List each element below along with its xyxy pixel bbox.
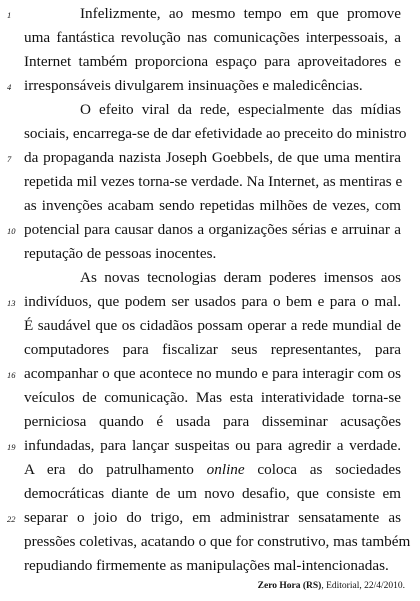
text-segment: computadores para fiscalizar seus representantes, para xyxy=(24,341,401,358)
text-line xyxy=(24,2,401,26)
text-segment: acompanhar o que acontece no mundo e para interagir com os xyxy=(24,365,401,382)
text-segment: repudiando firmemente as manipulações mal-intencionadas. xyxy=(24,557,389,574)
text-line xyxy=(24,338,401,362)
text-segment: Infelizmente, ao mesmo tempo em que promove xyxy=(80,5,401,22)
text-line xyxy=(24,218,401,242)
text-line xyxy=(24,362,401,386)
text-line xyxy=(24,266,401,290)
source-publication: Zero Hora (RS) xyxy=(257,581,322,591)
text-segment: irresponsáveis divulgarem insinuações e maledicências. xyxy=(24,77,363,94)
text-line xyxy=(24,458,401,482)
text-line xyxy=(24,98,401,122)
source-citation xyxy=(258,579,405,593)
line-number: 7 xyxy=(7,154,12,164)
line-number: 4 xyxy=(7,82,12,92)
text-line xyxy=(24,170,401,194)
line-number: 1 xyxy=(7,10,12,20)
text-segment: O efeito viral da rede, especialmente das mídias xyxy=(80,101,401,118)
text-segment: as invenções acabam sendo repetidas milhões de vezes, com xyxy=(24,197,401,214)
text-line xyxy=(24,314,401,338)
text-segment: democráticas diante de um novo desafio, que consiste em xyxy=(24,485,401,502)
text-segment: É saudável que os cidadãos possam operar a rede mundial de xyxy=(24,317,401,334)
text-line xyxy=(24,26,401,50)
line-number: 10 xyxy=(7,226,16,236)
text-segment: Internet também proporciona espaço para aproveitadores e xyxy=(24,53,401,70)
text-segment: coloca as sociedades xyxy=(244,461,401,478)
text-segment: sociais, encarrega-se de dar efetividade ao preceito do ministro xyxy=(24,125,407,142)
text-line xyxy=(24,242,401,266)
text-segment: infundadas, para lançar suspeitas ou para agredir a verdade. xyxy=(24,437,401,454)
text-segment: repetida mil vezes torna-se verdade. Na Internet, as mentiras e xyxy=(24,173,403,190)
line-number: 19 xyxy=(7,442,16,452)
text-line xyxy=(24,386,401,410)
text-line xyxy=(24,554,401,578)
text-line xyxy=(24,530,411,554)
line-number: 16 xyxy=(7,370,16,380)
text-line xyxy=(24,122,407,146)
line-number: 22 xyxy=(7,514,16,524)
text-line xyxy=(24,482,401,506)
text-segment: perniciosa quando é usada para disseminar acusações xyxy=(24,413,401,430)
text-line xyxy=(24,194,401,218)
text-line xyxy=(24,146,401,170)
italic-term: online xyxy=(206,461,245,478)
text-segment: A era do patrulhamento xyxy=(24,461,207,478)
text-line xyxy=(24,410,401,434)
text-segment: reputação de pessoas inocentes. xyxy=(24,245,217,262)
text-line xyxy=(24,74,401,98)
text-segment: separar o joio do trigo, em administrar sensatamente as xyxy=(24,509,401,526)
text-line xyxy=(24,434,401,458)
text-segment: pressões coletivas, acatando o que for construtivo, mas também xyxy=(24,533,411,550)
source-details: , Editorial, 22/4/2010. xyxy=(321,581,405,591)
text-segment: da propaganda nazista Joseph Goebbels, de que uma mentira xyxy=(24,149,401,166)
text-segment: uma fantástica revolução nas comunicações interpessoais, a xyxy=(24,29,401,46)
text-line xyxy=(24,50,401,74)
text-line xyxy=(24,506,401,530)
text-segment: As novas tecnologias deram poderes imensos aos xyxy=(80,269,401,286)
text-segment: indivíduos, que podem ser usados para o bem e para o mal. xyxy=(24,293,401,310)
text-line xyxy=(24,290,401,314)
text-segment: potencial para causar danos a organizações sérias e arruinar a xyxy=(24,221,401,238)
text-segment: veículos de comunicação. Mas esta interatividade torna-se xyxy=(24,389,401,406)
line-number: 13 xyxy=(7,298,16,308)
